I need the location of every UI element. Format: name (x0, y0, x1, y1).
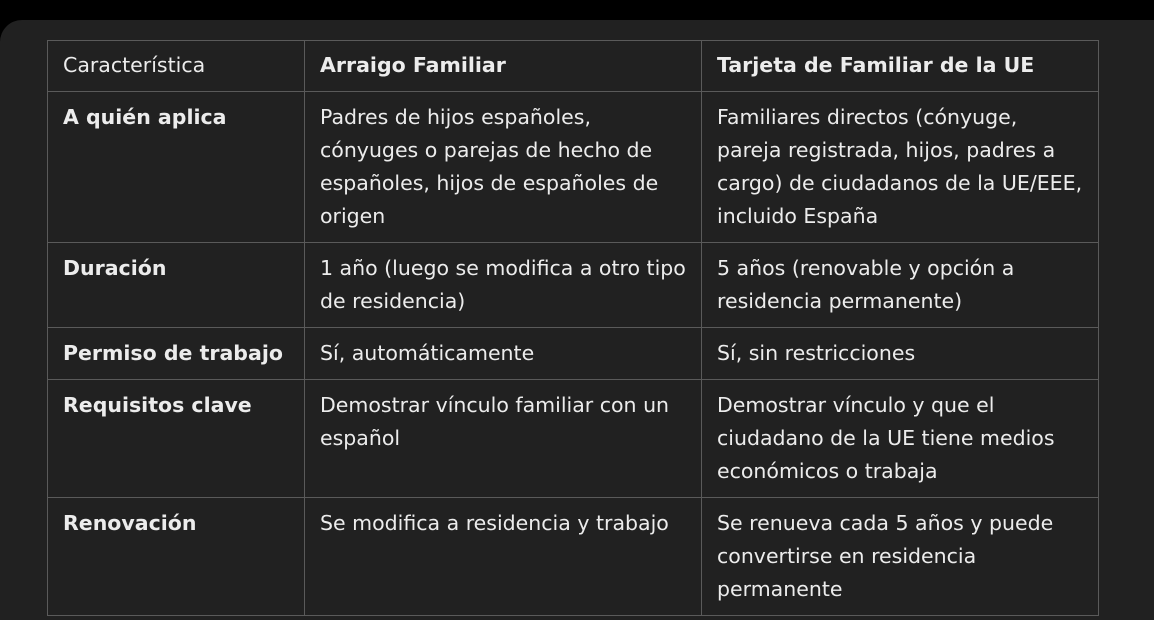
table-cell: Se renueva cada 5 años y puede convertirse en residencia permanente (702, 498, 1099, 616)
column-header-tarjeta: Tarjeta de Familiar de la UE (702, 41, 1099, 92)
table-cell: 1 año (luego se modifica a otro tipo de residencia) (305, 243, 702, 328)
message-panel (0, 20, 1154, 620)
table-cell: Demostrar vínculo y que el ciudadano de la UE tiene medios económicos o trabaja (702, 380, 1099, 498)
row-label: Renovación (48, 498, 305, 616)
table-row (48, 92, 1099, 243)
column-header-caracteristica: Característica (48, 41, 305, 92)
column-header-arraigo: Arraigo Familiar (305, 41, 702, 92)
table-cell: Familiares directos (cónyuge, pareja registrada, hijos, padres a cargo) de ciudadanos de la UE/EEE, incluido España (702, 92, 1099, 243)
comparison-table (47, 40, 1099, 616)
table-cell: Padres de hijos españoles, cónyuges o parejas de hecho de españoles, hijos de españoles de origen (305, 92, 702, 243)
table-row (48, 243, 1099, 328)
row-label: Duración (48, 243, 305, 328)
table-cell: Se modifica a residencia y trabajo (305, 498, 702, 616)
row-label: A quién aplica (48, 92, 305, 243)
table-cell: Demostrar vínculo familiar con un español (305, 380, 702, 498)
table-row (48, 328, 1099, 380)
table-row (48, 498, 1099, 616)
table-cell: 5 años (renovable y opción a residencia permanente) (702, 243, 1099, 328)
table-cell: Sí, sin restricciones (702, 328, 1099, 380)
table-header-row (48, 41, 1099, 92)
table-cell: Sí, automáticamente (305, 328, 702, 380)
table-row (48, 380, 1099, 498)
row-label: Permiso de trabajo (48, 328, 305, 380)
row-label: Requisitos clave (48, 380, 305, 498)
